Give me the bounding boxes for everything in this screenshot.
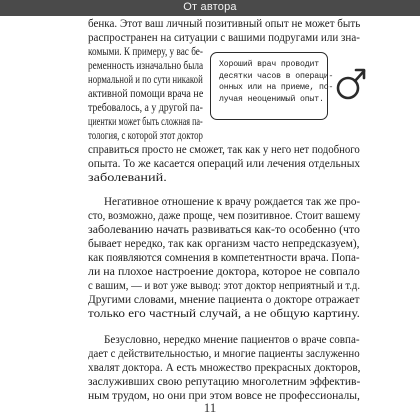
callout-line: десятки часов в операци- — [219, 71, 334, 81]
page-number: 11 — [203, 400, 217, 415]
text-line: нормальной и по сути никакой — [88, 74, 203, 86]
text-line: хвалят доктора. А есть множество прекрасных докторов, — [88, 362, 361, 374]
callout-line: онных или на приеме, по- — [219, 83, 334, 92]
text-line: справиться просто не сможет, так как у него нет подобного — [88, 144, 360, 156]
text-line: Безусловно, нередко мнение пациентов о враче совпа- — [104, 334, 360, 346]
running-header: От автора — [0, 0, 420, 16]
text-line: распространен на ситуации с вашими подругами или зна- — [88, 32, 360, 44]
text-line: циентки может быть сложная па- — [88, 116, 203, 128]
text-line: только его частный случай, а не общую картину. — [88, 308, 360, 320]
text-line: опыта. То же касается операций или лечения отдельных — [88, 158, 361, 170]
text-line: бенка. Этот ваш личный позитивный опыт не может быть — [88, 18, 361, 30]
callout-box — [210, 52, 334, 120]
text-line: ли на плохое настроение доктора, которое не совпало — [88, 266, 360, 278]
text-line: ным трудом, но они при этом вовсе не профессионалы, — [88, 390, 360, 402]
text-line: с вашим, — и вот уже вывод: этот доктор неприятный и т.д. — [88, 280, 361, 292]
text-line: бывает нередко, так как организм часто непредсказуем), — [88, 238, 360, 250]
text-line: сто, возможно, даже проще, чем позитивное. Стоит вашему — [88, 210, 361, 222]
callout-line: лучая неоценимый опыт. — [219, 94, 324, 104]
text-line: заслуживших свою репутацию многолетним эффектив- — [88, 376, 361, 388]
text-line: заболеванию начать развиваться как-то особенно (что — [88, 224, 360, 236]
text-line: тология, с которой этот доктор — [88, 130, 203, 142]
text-line: как появляются сомнения в компетентности врача. Попа- — [88, 252, 360, 264]
text-line: Другими словами, мнение пациента о докторе отражает — [88, 294, 360, 306]
text-line: Негативное отношение к врачу рождается так же про- — [104, 196, 361, 208]
male-symbol-icon — [334, 64, 368, 104]
text-line: требовалось, а у другой па- — [88, 102, 203, 114]
text-line: ременность изначально была — [88, 60, 204, 72]
text-line: активной помощи врача не — [88, 88, 204, 100]
text-line: заболеваний. — [88, 172, 167, 184]
text-line: комыми. К примеру, у вас бе- — [88, 46, 203, 58]
text-line: дает с действительностью, и многие пациенты заслуженно — [88, 348, 360, 360]
callout-line: Хороший врач проводит — [219, 60, 320, 69]
